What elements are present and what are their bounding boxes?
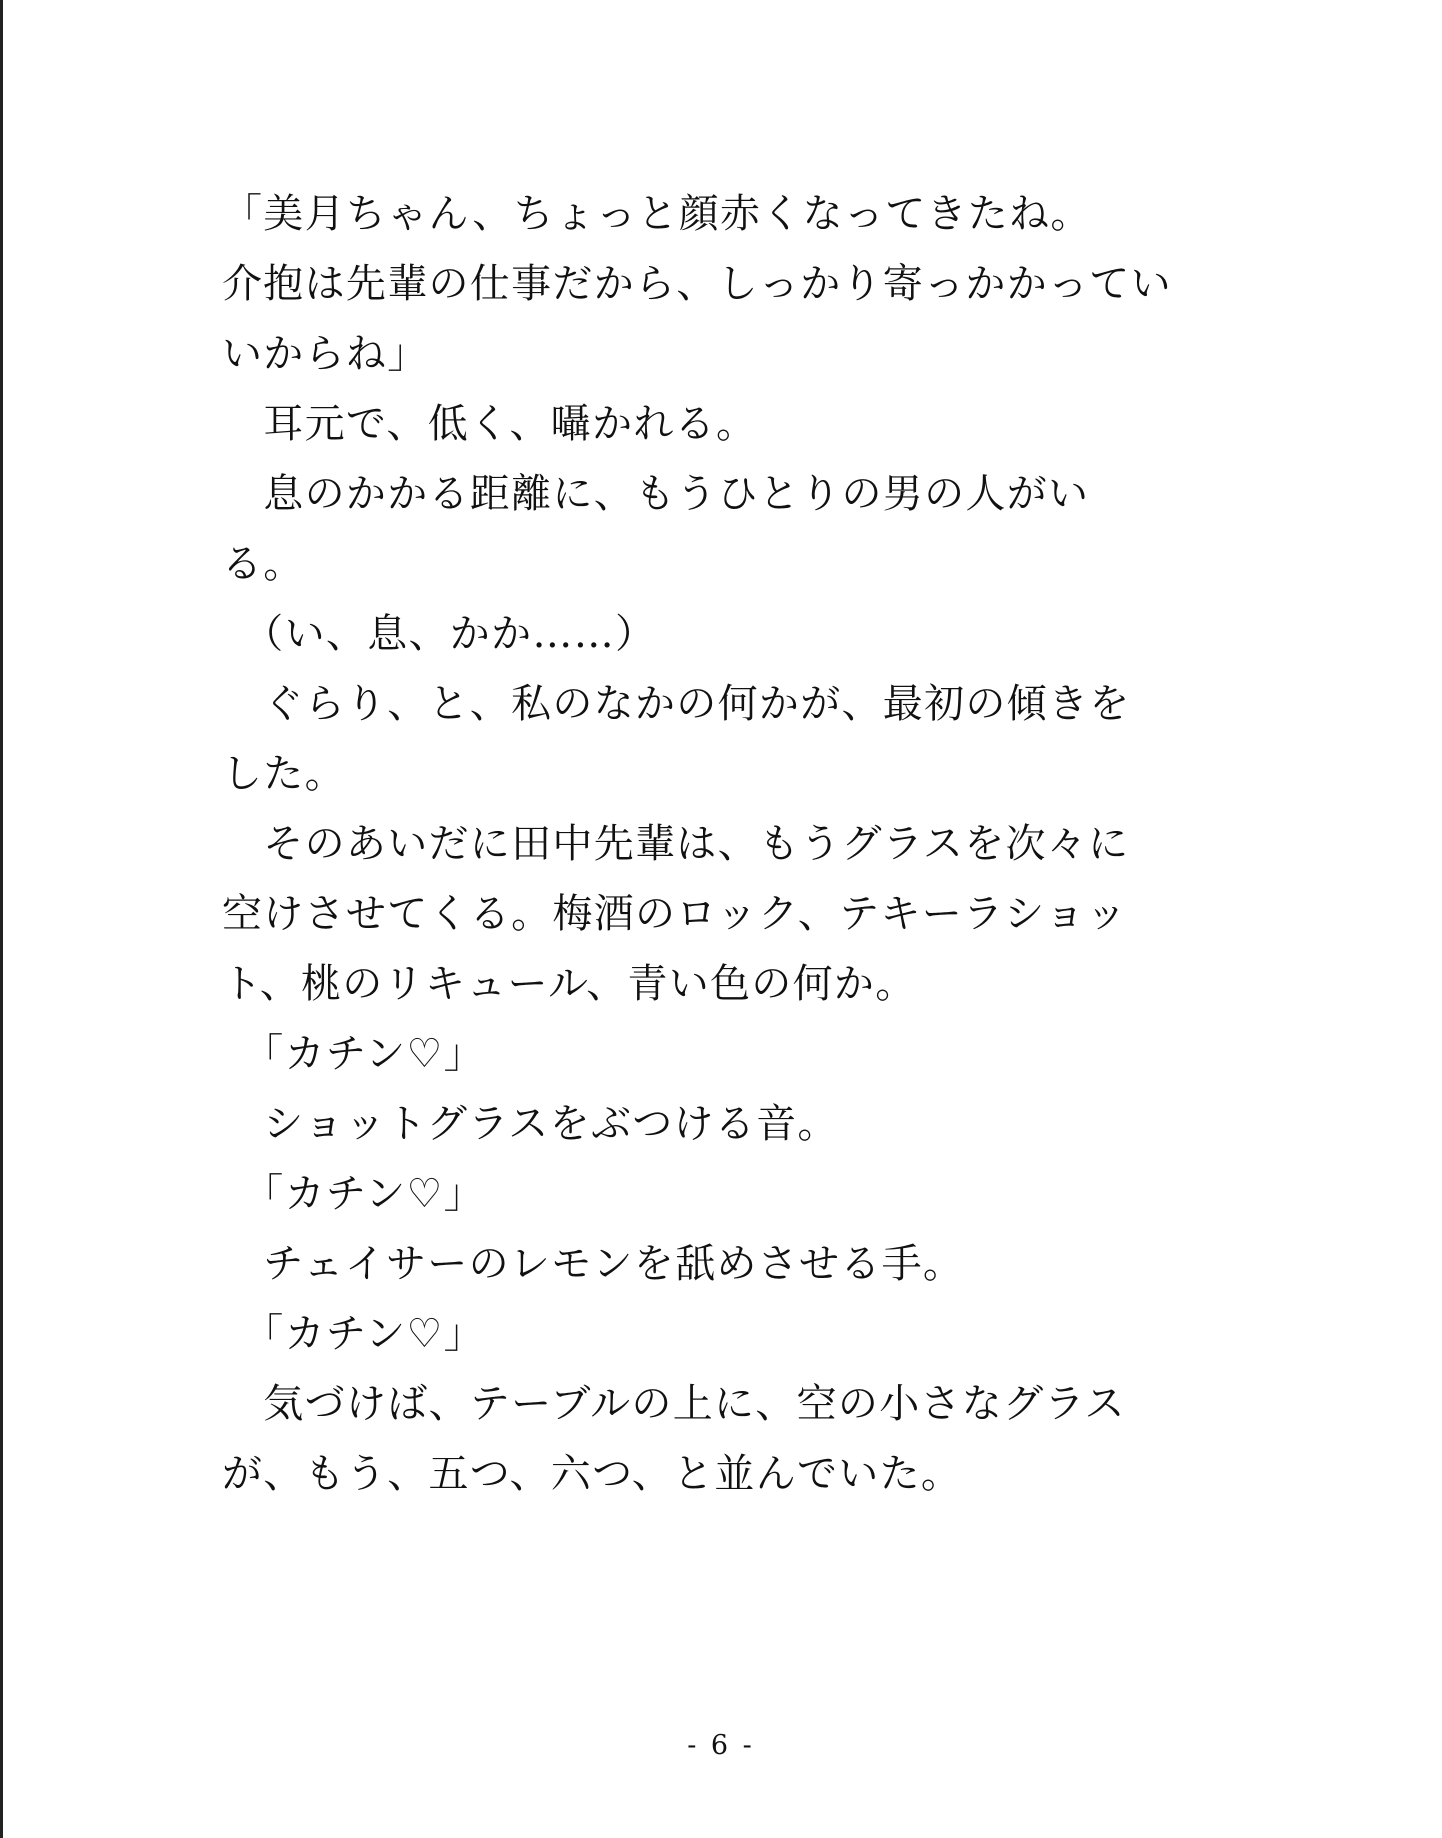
text-line: ト、桃のリキュール、青い色の何か。 (222, 961, 917, 1007)
text-line: そのあいだに田中先輩は、もうグラスを次々に (222, 821, 1130, 867)
text-line: いからね」 (222, 331, 429, 377)
text-line: 息のかかる距離に、もうひとりの男の人がい (222, 471, 1090, 517)
text-line: 気づけば、テーブルの上に、空の小さなグラス (222, 1381, 1126, 1427)
text-line: ぐらり、と、私のなかの何かが、最初の傾きを (222, 681, 1131, 727)
text-line: （い、息、かか……） (222, 611, 657, 657)
text-line: 「カチン♡」 (222, 1031, 485, 1077)
text-line: 介抱は先輩の仕事だから、しっかり寄っかかってい (222, 261, 1172, 307)
text-line: 空けさせてくる。梅酒のロック、テキーラショッ (222, 891, 1128, 937)
page-number: - 6 - (687, 1730, 755, 1761)
page-edge (0, 0, 3, 1838)
text-line: る。 (222, 541, 305, 587)
text-line: 耳元で、低く、囁かれる。 (222, 401, 758, 447)
text-line: 「美月ちゃん、ちょっと顔赤くなってきたね。 (222, 191, 1092, 237)
text-line: 「カチン♡」 (222, 1171, 485, 1217)
text-line: した。 (222, 751, 346, 797)
text-line: 「カチン♡」 (222, 1311, 485, 1357)
text-line: が、もう、五つ、六つ、と並んでいた。 (222, 1451, 963, 1497)
text-line: チェイサーのレモンを舐めさせる手。 (222, 1241, 965, 1287)
text-line: ショットグラスをぶつける音。 (222, 1101, 839, 1147)
